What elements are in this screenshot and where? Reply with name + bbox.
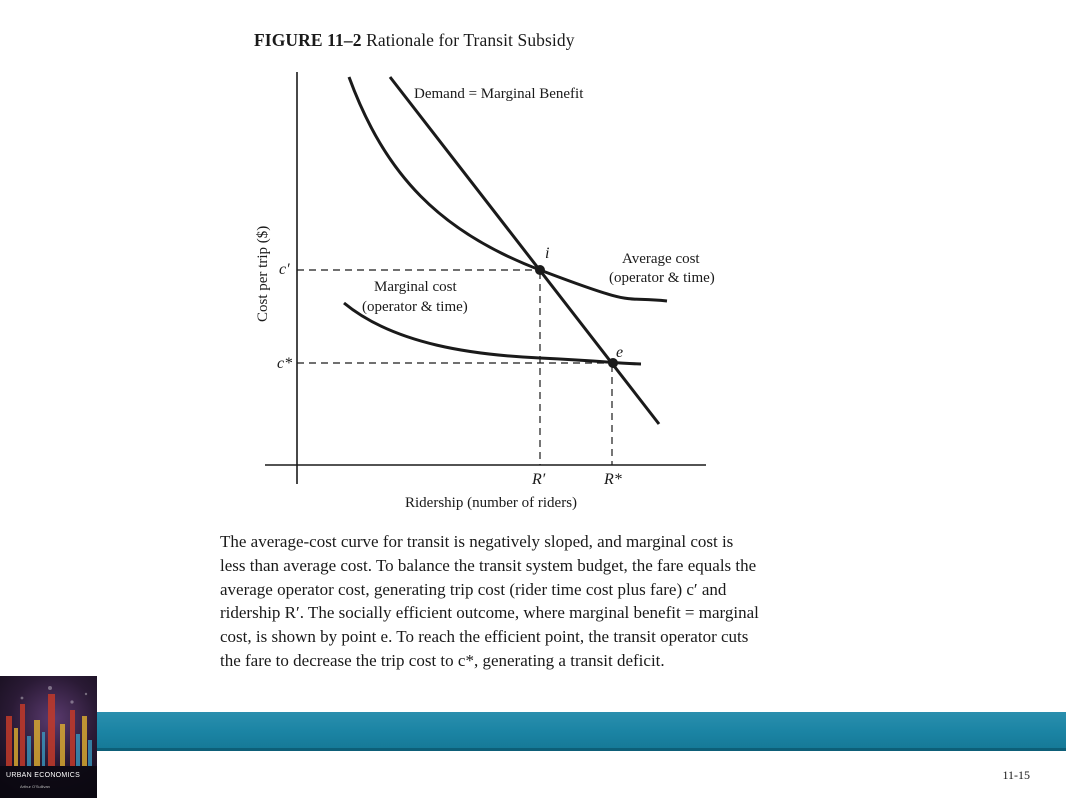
average-cost-label-2: (operator & time) [609,270,715,286]
x-tick-r-prime: R′ [532,471,546,488]
point-i-label: i [545,245,550,262]
figure-number: FIGURE 11–2 [254,30,362,50]
demand-curve [390,77,659,424]
figure-caption [220,530,760,673]
city-skyline-art [0,676,97,798]
y-tick-c-star: c* [277,355,293,372]
marginal-cost-label-2: (operator & time) [362,299,468,315]
marginal-cost-label-1: Marginal cost [374,279,457,295]
footer-banner-edge [0,748,1066,751]
figure-title-text: Rationale for Transit Subsidy [366,30,575,50]
y-axis-label: Cost per trip ($) [255,225,271,322]
caption-text: The average-cost curve for transit is negatively sloped, and marginal cost is less than average cost. To balance the transit system budget, the fare equals the average operator cost, generating trip cost (rider time cost plus fare) c′ and ridership R′. The socially efficient outcome, where marginal benefit = marginal cost, is shown by point e. To reach the efficient point, the transit operator cuts the fare to decrease the trip cost to c*, generating a transit deficit. [220,532,759,670]
book-title: URBAN ECONOMICS [6,772,81,779]
point-i-marker [535,265,545,275]
x-axis-label: Ridership (number of riders) [405,495,578,511]
slide-number: 11-15 [1002,768,1030,782]
footer-banner [0,712,1066,748]
book-cover-thumbnail [0,676,97,798]
book-author: Arthur O'Sullivan [20,784,50,789]
y-tick-c-prime: c′ [279,261,290,278]
demand-label: Demand = Marginal Benefit [414,86,584,102]
x-tick-r-star: R* [604,471,622,488]
point-e-label: e [616,344,624,361]
average-cost-curve [349,77,667,301]
average-cost-label-1: Average cost [622,251,700,267]
